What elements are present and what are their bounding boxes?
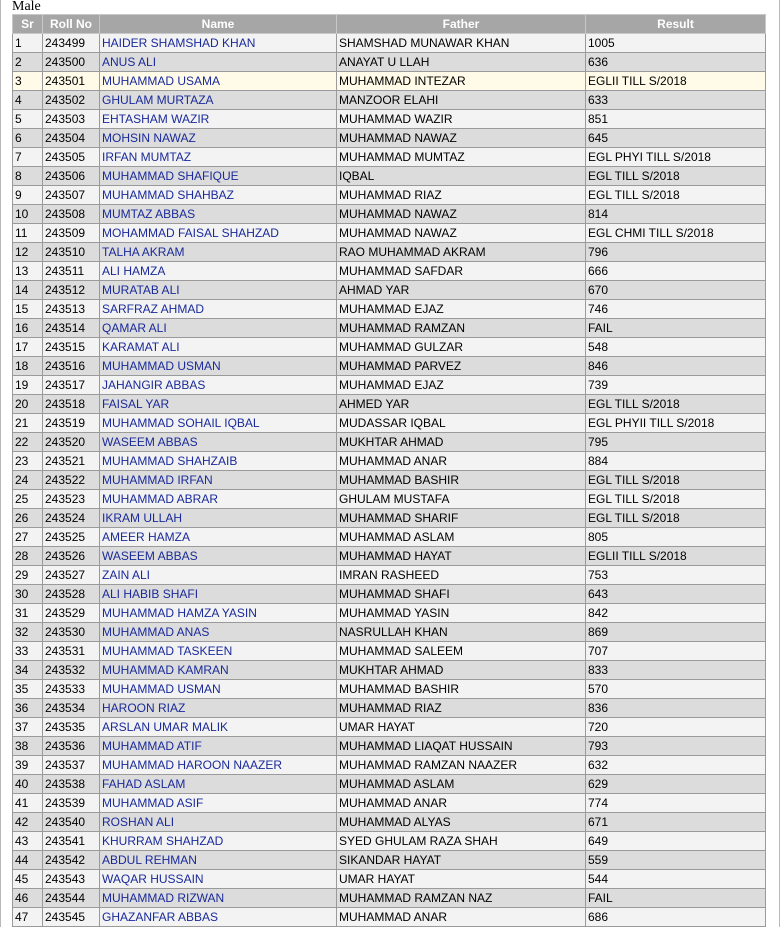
cell-father: MANZOOR ELAHI [337,91,586,110]
cell-result: 851 [586,110,766,129]
cell-name[interactable]: HAROON RIAZ [100,699,337,718]
cell-name[interactable]: MOHAMMAD FAISAL SHAHZAD [100,224,337,243]
cell-sr: 11 [13,224,43,243]
table-row [13,509,766,528]
cell-father: MUHAMMAD ANAR [337,908,586,927]
cell-name[interactable]: ANUS ALI [100,53,337,72]
cell-name[interactable]: FAHAD ASLAM [100,775,337,794]
table-row [13,91,766,110]
cell-roll-no: 243539 [43,794,100,813]
cell-roll-no: 243503 [43,110,100,129]
cell-result: EGL TILL S/2018 [586,471,766,490]
cell-roll-no: 243537 [43,756,100,775]
cell-roll-no: 243544 [43,889,100,908]
cell-father: MUHAMMAD EJAZ [337,300,586,319]
cell-result: 629 [586,775,766,794]
cell-sr: 24 [13,471,43,490]
cell-name[interactable]: GHAZANFAR ABBAS [100,908,337,927]
cell-result: 720 [586,718,766,737]
cell-name[interactable]: ZAIN ALI [100,566,337,585]
cell-sr: 2 [13,53,43,72]
cell-sr: 13 [13,262,43,281]
cell-sr: 5 [13,110,43,129]
cell-name[interactable]: ARSLAN UMAR MALIK [100,718,337,737]
table-row [13,110,766,129]
cell-sr: 47 [13,908,43,927]
cell-sr: 43 [13,832,43,851]
table-header [13,15,766,34]
cell-name[interactable]: MUHAMMAD HAMZA YASIN [100,604,337,623]
table-row [13,471,766,490]
cell-sr: 33 [13,642,43,661]
cell-roll-no: 243499 [43,34,100,53]
table-row [13,262,766,281]
cell-name[interactable]: HAIDER SHAMSHAD KHAN [100,34,337,53]
cell-roll-no: 243514 [43,319,100,338]
cell-result: FAIL [586,889,766,908]
cell-result: EGLII TILL S/2018 [586,72,766,91]
cell-sr: 44 [13,851,43,870]
cell-result: 636 [586,53,766,72]
table-row [13,680,766,699]
column-header-result: Result [586,15,766,34]
cell-result: 814 [586,205,766,224]
cell-roll-no: 243510 [43,243,100,262]
cell-roll-no: 243538 [43,775,100,794]
cell-sr: 35 [13,680,43,699]
cell-result: EGLII TILL S/2018 [586,547,766,566]
table-row [13,547,766,566]
cell-name[interactable]: MUHAMMAD USAMA [100,72,337,91]
cell-name[interactable]: WASEEM ABBAS [100,547,337,566]
cell-name[interactable]: GHULAM MURTAZA [100,91,337,110]
cell-sr: 21 [13,414,43,433]
cell-name[interactable]: KARAMAT ALI [100,338,337,357]
cell-name[interactable]: FAISAL YAR [100,395,337,414]
cell-roll-no: 243543 [43,870,100,889]
cell-result: 842 [586,604,766,623]
cell-name[interactable]: MUHAMMAD ASIF [100,794,337,813]
cell-result: 739 [586,376,766,395]
table-row [13,34,766,53]
cell-father: MUHAMMAD HAYAT [337,547,586,566]
table-row [13,148,766,167]
cell-father: MUHAMMAD SALEEM [337,642,586,661]
cell-sr: 7 [13,148,43,167]
cell-father: MUHAMMAD BASHIR [337,680,586,699]
table-row [13,737,766,756]
cell-roll-no: 243529 [43,604,100,623]
table-row [13,452,766,471]
table-caption: Male [12,0,41,14]
cell-sr: 18 [13,357,43,376]
cell-name[interactable]: QAMAR ALI [100,319,337,338]
cell-father: MUHAMMAD RIAZ [337,186,586,205]
cell-father: NASRULLAH KHAN [337,623,586,642]
cell-father: MUHAMMAD NAWAZ [337,129,586,148]
cell-roll-no: 243535 [43,718,100,737]
cell-father: ANAYAT U LLAH [337,53,586,72]
cell-roll-no: 243528 [43,585,100,604]
cell-result: EGL CHMI TILL S/2018 [586,224,766,243]
cell-father: GHULAM MUSTAFA [337,490,586,509]
cell-result: 670 [586,281,766,300]
table-row [13,376,766,395]
cell-name[interactable]: MUHAMMAD HAROON NAAZER [100,756,337,775]
cell-father: MUHAMMAD INTEZAR [337,72,586,91]
cell-roll-no: 243515 [43,338,100,357]
cell-sr: 12 [13,243,43,262]
cell-result: 836 [586,699,766,718]
cell-father: MUHAMMAD MUMTAZ [337,148,586,167]
cell-father: MUHAMMAD SAFDAR [337,262,586,281]
cell-roll-no: 243506 [43,167,100,186]
cell-roll-no: 243519 [43,414,100,433]
cell-name[interactable]: MUHAMMAD SHAFIQUE [100,167,337,186]
cell-roll-no: 243541 [43,832,100,851]
cell-name[interactable]: MUHAMMAD SOHAIL IQBAL [100,414,337,433]
cell-roll-no: 243517 [43,376,100,395]
cell-sr: 28 [13,547,43,566]
cell-sr: 4 [13,91,43,110]
cell-father: MUHAMMAD ANAR [337,794,586,813]
cell-sr: 16 [13,319,43,338]
table-row [13,623,766,642]
cell-sr: 10 [13,205,43,224]
cell-father: MUHAMMAD LIAQAT HUSSAIN [337,737,586,756]
cell-roll-no: 243524 [43,509,100,528]
cell-father: UMAR HAYAT [337,870,586,889]
cell-sr: 30 [13,585,43,604]
cell-name[interactable]: MUHAMMAD ATIF [100,737,337,756]
cell-result: 686 [586,908,766,927]
cell-father: MUHAMMAD RIAZ [337,699,586,718]
table-row [13,433,766,452]
header-row [13,15,766,34]
cell-roll-no: 243523 [43,490,100,509]
cell-father: MUHAMMAD ANAR [337,452,586,471]
cell-name[interactable]: MUHAMMAD RIZWAN [100,889,337,908]
cell-father: MUHAMMAD BASHIR [337,471,586,490]
cell-name[interactable]: MUHAMMAD IRFAN [100,471,337,490]
cell-father: MUKHTAR AHMAD [337,661,586,680]
cell-roll-no: 243545 [43,908,100,927]
cell-father: MUHAMMAD PARVEZ [337,357,586,376]
cell-father: MUHAMMAD ASLAM [337,775,586,794]
cell-roll-no: 243508 [43,205,100,224]
cell-name[interactable]: ABDUL REHMAN [100,851,337,870]
cell-father: MUHAMMAD NAWAZ [337,205,586,224]
cell-roll-no: 243532 [43,661,100,680]
table-row [13,53,766,72]
cell-sr: 3 [13,72,43,91]
table-row [13,186,766,205]
cell-father: MUHAMMAD RAMZAN [337,319,586,338]
cell-roll-no: 243526 [43,547,100,566]
table-row [13,205,766,224]
table-row [13,642,766,661]
table-row [13,775,766,794]
cell-result: EGL PHYI TILL S/2018 [586,148,766,167]
cell-result: 632 [586,756,766,775]
cell-father: AHMAD YAR [337,281,586,300]
cell-name[interactable]: ALI HAMZA [100,262,337,281]
cell-roll-no: 243509 [43,224,100,243]
cell-roll-no: 243504 [43,129,100,148]
cell-name[interactable]: MUMTAZ ABBAS [100,205,337,224]
cell-sr: 1 [13,34,43,53]
cell-result: 649 [586,832,766,851]
cell-roll-no: 243507 [43,186,100,205]
cell-father: MUHAMMAD GULZAR [337,338,586,357]
cell-result: 1005 [586,34,766,53]
cell-sr: 45 [13,870,43,889]
cell-sr: 17 [13,338,43,357]
column-header-name: Name [100,15,337,34]
cell-name[interactable]: SARFRAZ AHMAD [100,300,337,319]
table-row [13,528,766,547]
cell-result: EGL TILL S/2018 [586,186,766,205]
cell-result: 645 [586,129,766,148]
table-row [13,243,766,262]
table-row [13,319,766,338]
cell-name[interactable]: MUHAMMAD SHAHZAIB [100,452,337,471]
cell-name[interactable]: IKRAM ULLAH [100,509,337,528]
cell-result: 774 [586,794,766,813]
cell-sr: 27 [13,528,43,547]
table-row [13,585,766,604]
cell-father: MUHAMMAD ALYAS [337,813,586,832]
cell-sr: 46 [13,889,43,908]
cell-result: 707 [586,642,766,661]
table-row [13,224,766,243]
cell-sr: 8 [13,167,43,186]
cell-result: 643 [586,585,766,604]
cell-sr: 9 [13,186,43,205]
cell-result: 846 [586,357,766,376]
cell-name[interactable]: ALI HABIB SHAFI [100,585,337,604]
cell-result: 869 [586,623,766,642]
cell-name[interactable]: ROSHAN ALI [100,813,337,832]
results-table [12,14,766,927]
cell-name[interactable]: IRFAN MUMTAZ [100,148,337,167]
cell-name[interactable]: MUHAMMAD ABRAR [100,490,337,509]
column-header-father: Father [337,15,586,34]
cell-result: 548 [586,338,766,357]
cell-result: 559 [586,851,766,870]
column-header-sr: Sr [13,15,43,34]
table-row [13,281,766,300]
cell-name[interactable]: KHURRAM SHAHZAD [100,832,337,851]
cell-father: IQBAL [337,167,586,186]
cell-roll-no: 243513 [43,300,100,319]
cell-sr: 32 [13,623,43,642]
cell-roll-no: 243522 [43,471,100,490]
cell-result: FAIL [586,319,766,338]
table-row [13,414,766,433]
cell-result: 833 [586,661,766,680]
cell-sr: 42 [13,813,43,832]
cell-roll-no: 243542 [43,851,100,870]
cell-father: MUHAMMAD RAMZAN NAAZER [337,756,586,775]
cell-father: MUHAMMAD YASIN [337,604,586,623]
table-row [13,851,766,870]
cell-result: 544 [586,870,766,889]
cell-sr: 20 [13,395,43,414]
cell-result: 805 [586,528,766,547]
cell-result: EGL PHYII TILL S/2018 [586,414,766,433]
cell-father: AHMED YAR [337,395,586,414]
cell-sr: 36 [13,699,43,718]
cell-roll-no: 243516 [43,357,100,376]
cell-sr: 15 [13,300,43,319]
cell-father: MUHAMMAD EJAZ [337,376,586,395]
cell-sr: 29 [13,566,43,585]
table-row [13,604,766,623]
cell-result: EGL TILL S/2018 [586,395,766,414]
cell-sr: 6 [13,129,43,148]
table-row [13,661,766,680]
cell-name[interactable]: MUHAMMAD TASKEEN [100,642,337,661]
cell-roll-no: 243520 [43,433,100,452]
table-row [13,129,766,148]
cell-result: 793 [586,737,766,756]
cell-result: 796 [586,243,766,262]
cell-result: 633 [586,91,766,110]
cell-result: 570 [586,680,766,699]
cell-result: EGL TILL S/2018 [586,509,766,528]
cell-father: MUHAMMAD ASLAM [337,528,586,547]
table-row [13,889,766,908]
cell-name[interactable]: MUHAMMAD USMAN [100,680,337,699]
table-row [13,338,766,357]
table-row [13,566,766,585]
cell-roll-no: 243531 [43,642,100,661]
table-row [13,395,766,414]
cell-sr: 26 [13,509,43,528]
cell-roll-no: 243534 [43,699,100,718]
table-row [13,718,766,737]
cell-roll-no: 243527 [43,566,100,585]
cell-name[interactable]: WAQAR HUSSAIN [100,870,337,889]
cell-name[interactable]: MUHAMMAD SHAHBAZ [100,186,337,205]
table-row [13,167,766,186]
cell-father: MUDASSAR IQBAL [337,414,586,433]
column-header-roll-no: Roll No [43,15,100,34]
cell-father: IMRAN RASHEED [337,566,586,585]
cell-sr: 31 [13,604,43,623]
cell-sr: 23 [13,452,43,471]
cell-roll-no: 243505 [43,148,100,167]
cell-roll-no: 243540 [43,813,100,832]
cell-result: EGL TILL S/2018 [586,167,766,186]
cell-result: 753 [586,566,766,585]
cell-sr: 37 [13,718,43,737]
cell-result: 795 [586,433,766,452]
table-row [13,870,766,889]
cell-sr: 34 [13,661,43,680]
cell-father: MUHAMMAD WAZIR [337,110,586,129]
cell-name[interactable]: MOHSIN NAWAZ [100,129,337,148]
cell-roll-no: 243533 [43,680,100,699]
table-row [13,908,766,927]
cell-roll-no: 243512 [43,281,100,300]
table-row [13,699,766,718]
cell-father: MUHAMMAD SHAFI [337,585,586,604]
cell-result: EGL TILL S/2018 [586,490,766,509]
cell-father: UMAR HAYAT [337,718,586,737]
cell-roll-no: 243511 [43,262,100,281]
cell-father: SHAMSHAD MUNAWAR KHAN [337,34,586,53]
cell-name[interactable]: EHTASHAM WAZIR [100,110,337,129]
table-row [13,832,766,851]
cell-sr: 38 [13,737,43,756]
cell-name[interactable]: MUHAMMAD KAMRAN [100,661,337,680]
table-row [13,72,766,91]
table-body [13,34,766,927]
cell-name[interactable]: JAHANGIR ABBAS [100,376,337,395]
cell-roll-no: 243525 [43,528,100,547]
cell-sr: 39 [13,756,43,775]
cell-name[interactable]: MUHAMMAD ANAS [100,623,337,642]
cell-father: MUHAMMAD RAMZAN NAZ [337,889,586,908]
cell-father: SYED GHULAM RAZA SHAH [337,832,586,851]
cell-roll-no: 243502 [43,91,100,110]
cell-name[interactable]: TALHA AKRAM [100,243,337,262]
cell-name[interactable]: AMEER HAMZA [100,528,337,547]
cell-sr: 14 [13,281,43,300]
cell-father: RAO MUHAMMAD AKRAM [337,243,586,262]
cell-result: 666 [586,262,766,281]
cell-result: 884 [586,452,766,471]
cell-name[interactable]: WASEEM ABBAS [100,433,337,452]
cell-sr: 25 [13,490,43,509]
cell-roll-no: 243521 [43,452,100,471]
cell-sr: 40 [13,775,43,794]
cell-roll-no: 243501 [43,72,100,91]
cell-roll-no: 243518 [43,395,100,414]
cell-roll-no: 243500 [43,53,100,72]
cell-name[interactable]: MUHAMMAD USMAN [100,357,337,376]
table-row [13,794,766,813]
cell-result: 746 [586,300,766,319]
cell-father: MUKHTAR AHMAD [337,433,586,452]
table-row [13,490,766,509]
table-row [13,357,766,376]
cell-sr: 19 [13,376,43,395]
cell-roll-no: 243536 [43,737,100,756]
cell-name[interactable]: MURATAB ALI [100,281,337,300]
table-row [13,756,766,775]
cell-father: MUHAMMAD SHARIF [337,509,586,528]
cell-father: SIKANDAR HAYAT [337,851,586,870]
cell-sr: 22 [13,433,43,452]
table-row [13,813,766,832]
cell-sr: 41 [13,794,43,813]
cell-roll-no: 243530 [43,623,100,642]
table-row [13,300,766,319]
cell-father: MUHAMMAD NAWAZ [337,224,586,243]
cell-result: 671 [586,813,766,832]
